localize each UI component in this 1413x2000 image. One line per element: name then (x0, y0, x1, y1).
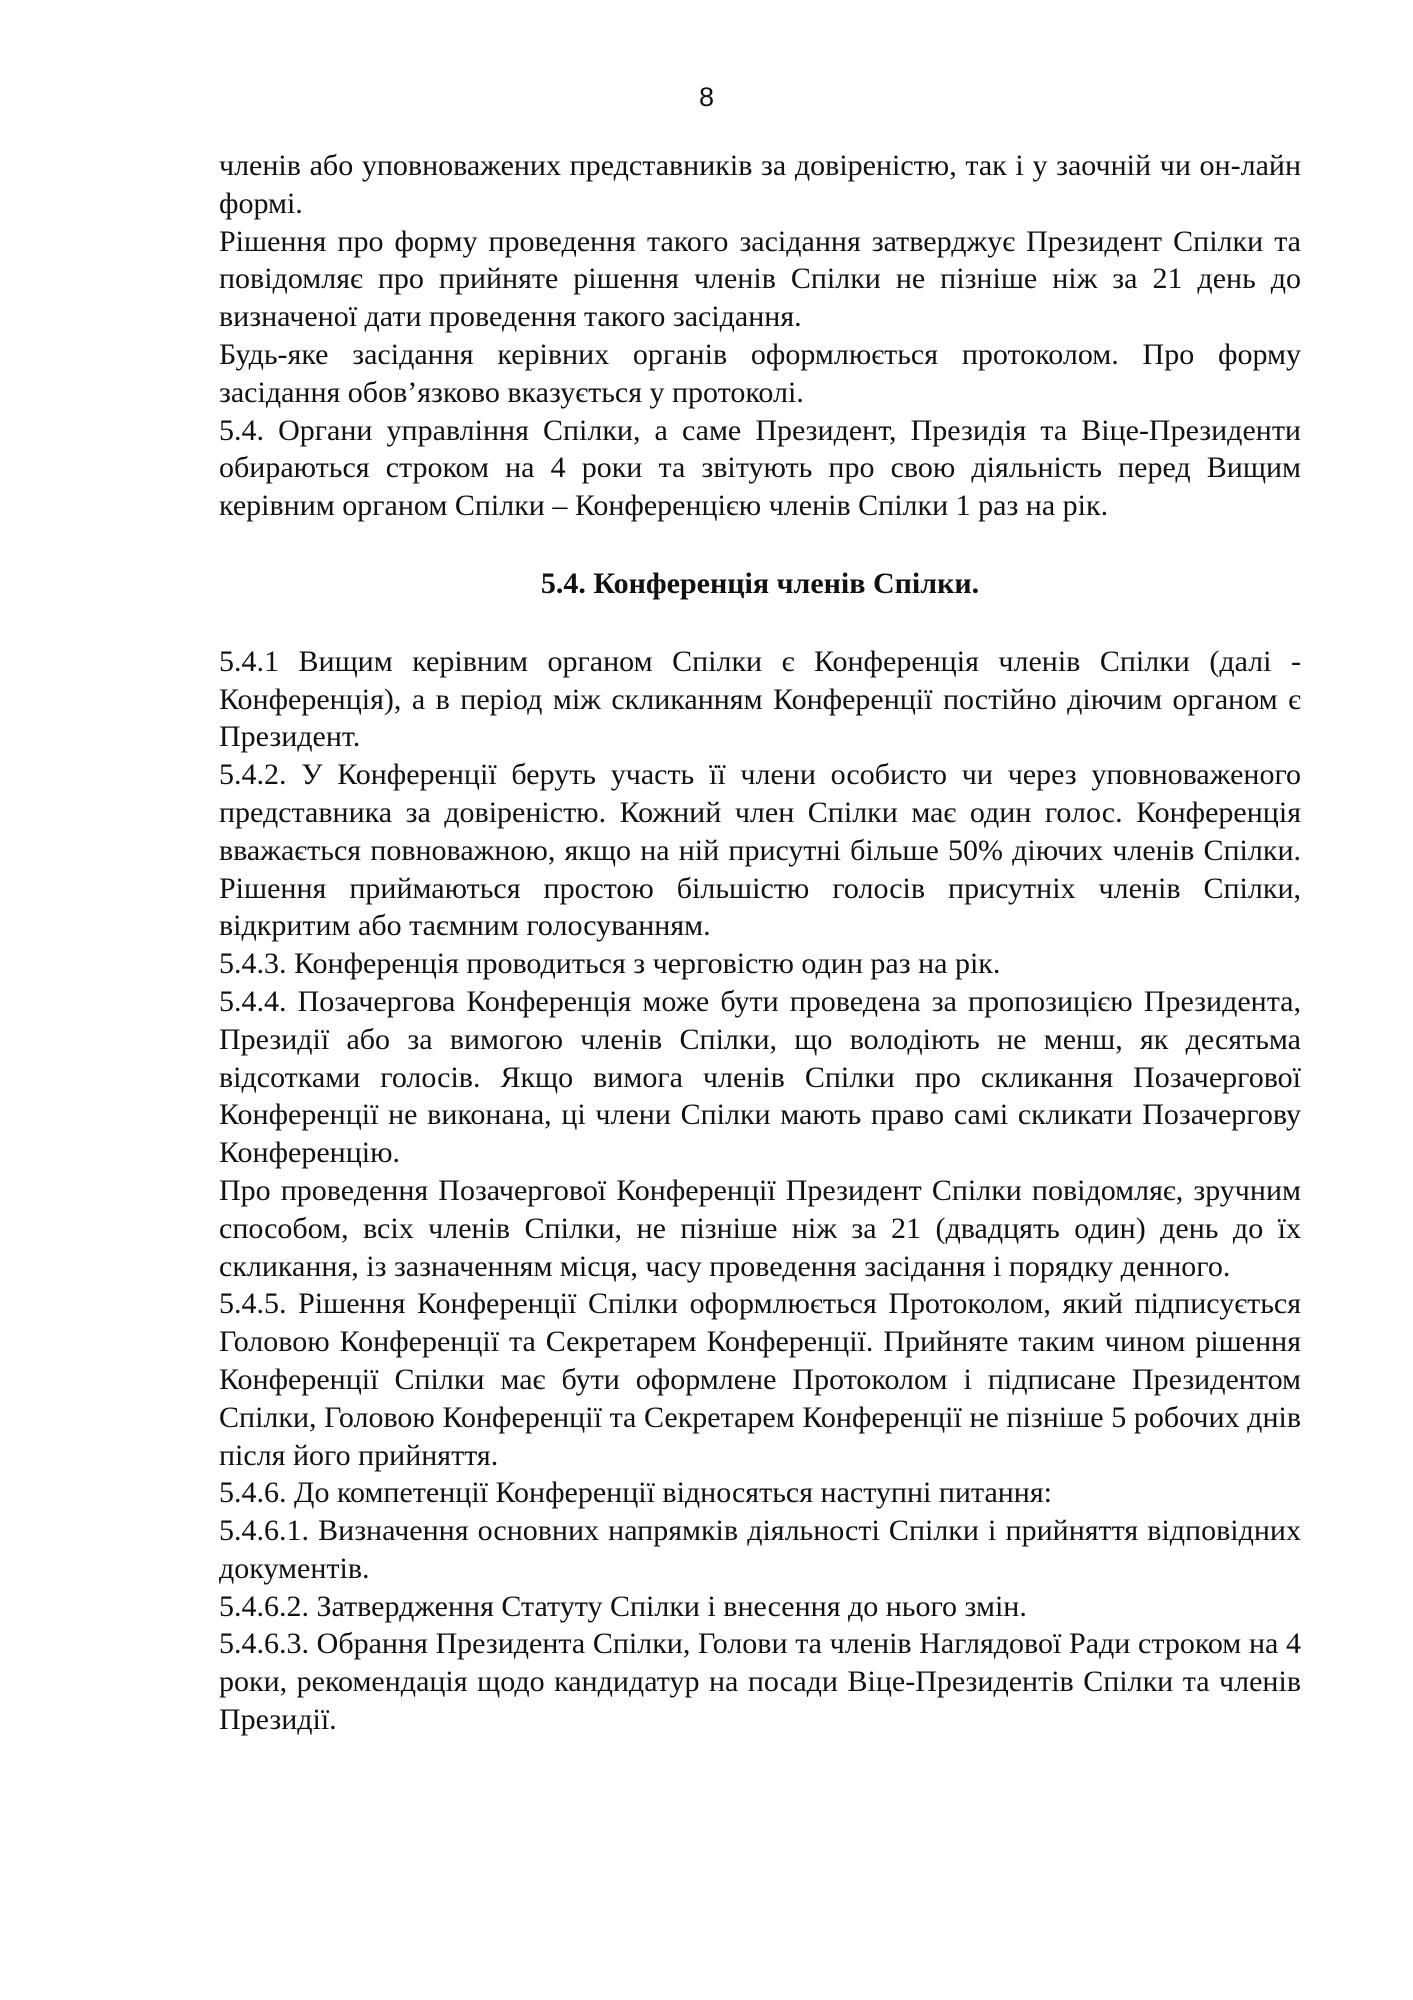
paragraph: членів або уповноважених представників за довіреністю, так і у заочній чи он-лайн формі. (219, 149, 1301, 220)
section-heading: 5.4. Конференція членів Спілки. (540, 566, 980, 600)
paragraph: 5.4.3. Конференція проводиться з черговістю один раз на рік. (219, 947, 1001, 981)
paragraph: 5.4.6.3. Обрання Президента Спілки, Голови та членів Наглядової Ради строком на 4 роки, рекомендація щодо кандидатур на посади Віце-Президентів Спілки та членів Президії. (219, 1627, 1301, 1737)
paragraph: 5.4.2. У Конференції беруть участь її члени особисто чи через уповноваженого представника за довіреністю. Кожний член Спілки має один голос. Конференція вважається повноважною, якщо на ній присутні більше 50% діючих членів Спілки. Рішення приймаються простою більшістю голосів присутніх членів Спілки, відкритим або таємним голосуванням. (219, 758, 1301, 943)
paragraph: 5.4.6.2. Затвердження Статуту Спілки і внесення до нього змін. (219, 1589, 1027, 1623)
paragraph: 5.4.6. До компетенції Конференції відносяться наступні питання: (219, 1476, 1052, 1510)
paragraph: 5.4.1 Вищим керівним органом Спілки є Конференція членів Спілки (далі - Конференція), а в період між скликанням Конференції постійно діючим органом є Президент. (219, 644, 1301, 754)
paragraph: 5.4.6.1. Визначення основних напрямків діяльності Спілки і прийняття відповідних документів. (219, 1514, 1301, 1585)
paragraph: 5.4.4. Позачергова Конференція може бути проведена за пропозицією Президента, Президії або за вимогою членів Спілки, що володіють не менш, як десятьма відсотками голосів. Якщо вимога членів Спілки про скликання Позачергової Конференції не виконана, ці члени Спілки мають право самі скликати Позачергову Конференцію. (219, 984, 1301, 1170)
document-body (219, 147, 1301, 1739)
paragraph: Будь-яке засідання керівних органів оформлюється протоколом. Про форму засідання обов’язково вказується у протоколі. (219, 337, 1301, 409)
paragraph: 5.4.5. Рішення Конференції Спілки оформлюється Протоколом, який підписується Головою Конференції та Секретарем Конференції. Прийняте таким чином рішення Конференції Спілки має бути оформлене Протоколом і підписане Президентом Спілки, Головою Конференції та Секретарем Конференції не пізніше 5 робочих днів після його прийняття. (219, 1287, 1301, 1472)
page-number: 8 (698, 82, 715, 112)
paragraph: 5.4. Органи управління Спілки, а саме Президент, Президія та Віце-Президенти обираються строком на 4 роки та звітують про свою діяльність перед Вищим керівним органом Спілки – Конференцією членів Спілки 1 раз на рік. (219, 413, 1301, 523)
paragraph: Про проведення Позачергової Конференції Президент Спілки повідомляє, зручним способом, всіх членів Спілки, не пізніше ніж за 21 (двадцять один) день до їх скликання, із зазначенням місця, часу проведення засідання і порядку денного. (219, 1173, 1301, 1283)
paragraph: Рішення про форму проведення такого засідання затверджує Президент Спілки та повідомляє про прийняте рішення членів Спілки не пізніше ніж за 21 день до визначеної дати проведення такого засідання. (219, 224, 1301, 334)
